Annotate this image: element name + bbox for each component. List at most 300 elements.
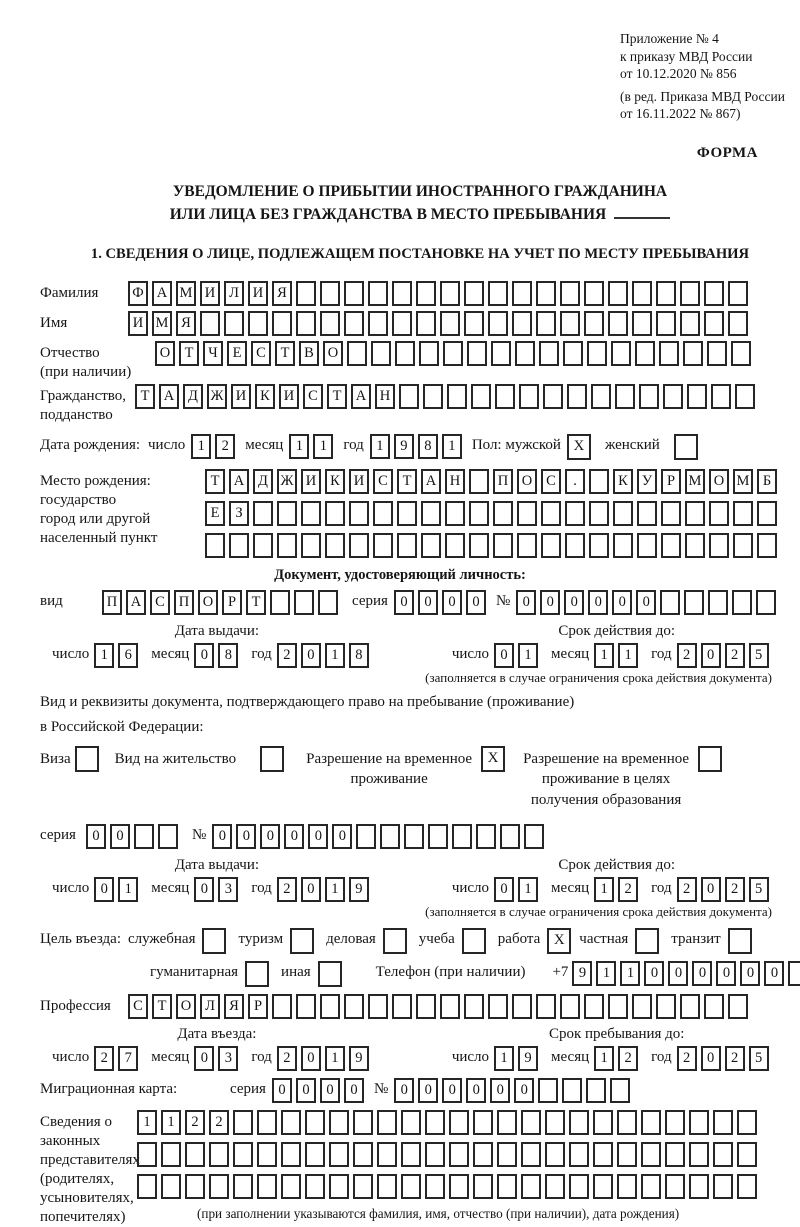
form-cell[interactable] bbox=[325, 501, 345, 526]
form-cell[interactable]: 0 bbox=[212, 824, 232, 849]
form-cell[interactable] bbox=[373, 501, 393, 526]
form-cell[interactable] bbox=[656, 994, 676, 1019]
form-cell[interactable] bbox=[233, 1142, 253, 1167]
form-cell[interactable] bbox=[257, 1110, 277, 1135]
form-cell[interactable]: 1 bbox=[325, 1046, 345, 1071]
form-cell[interactable]: Д bbox=[253, 469, 273, 494]
form-cell[interactable] bbox=[589, 533, 609, 558]
form-cell[interactable]: 0 bbox=[701, 877, 721, 902]
form-cell[interactable] bbox=[467, 341, 487, 366]
form-cell[interactable]: Я bbox=[272, 281, 292, 306]
form-cell[interactable]: Е bbox=[227, 341, 247, 366]
form-cell[interactable] bbox=[320, 311, 340, 336]
form-cell[interactable]: И bbox=[200, 281, 220, 306]
form-cell[interactable] bbox=[488, 281, 508, 306]
form-cell[interactable]: 0 bbox=[320, 1078, 340, 1103]
form-cell[interactable] bbox=[707, 341, 727, 366]
purpose-tourism-checkbox[interactable] bbox=[290, 928, 314, 954]
form-cell[interactable] bbox=[560, 281, 580, 306]
form-cell[interactable] bbox=[397, 501, 417, 526]
form-cell[interactable] bbox=[425, 1110, 445, 1135]
form-cell[interactable] bbox=[344, 281, 364, 306]
form-cell[interactable] bbox=[404, 824, 424, 849]
form-cell[interactable]: В bbox=[299, 341, 319, 366]
form-cell[interactable] bbox=[562, 1078, 582, 1103]
form-cell[interactable] bbox=[296, 281, 316, 306]
form-cell[interactable] bbox=[473, 1142, 493, 1167]
form-cell[interactable]: 2 bbox=[725, 1046, 745, 1071]
form-cell[interactable] bbox=[684, 590, 704, 615]
form-cell[interactable]: 0 bbox=[308, 824, 328, 849]
form-cell[interactable] bbox=[641, 1142, 661, 1167]
form-cell[interactable]: И bbox=[349, 469, 369, 494]
form-cell[interactable] bbox=[425, 1174, 445, 1199]
form-cell[interactable]: 0 bbox=[564, 590, 584, 615]
form-cell[interactable] bbox=[728, 281, 748, 306]
form-cell[interactable]: 1 bbox=[289, 434, 309, 459]
form-cell[interactable] bbox=[401, 1110, 421, 1135]
form-cell[interactable] bbox=[473, 1174, 493, 1199]
form-cell[interactable]: 0 bbox=[588, 590, 608, 615]
form-cell[interactable] bbox=[344, 994, 364, 1019]
form-cell[interactable] bbox=[440, 281, 460, 306]
form-cell[interactable] bbox=[445, 501, 465, 526]
form-cell[interactable]: К bbox=[613, 469, 633, 494]
form-cell[interactable] bbox=[421, 501, 441, 526]
form-cell[interactable] bbox=[277, 501, 297, 526]
form-cell[interactable] bbox=[401, 1174, 421, 1199]
form-cell[interactable]: Ж bbox=[207, 384, 227, 409]
form-cell[interactable] bbox=[685, 501, 705, 526]
form-cell[interactable] bbox=[728, 311, 748, 336]
form-cell[interactable]: М bbox=[733, 469, 753, 494]
form-cell[interactable] bbox=[305, 1142, 325, 1167]
form-cell[interactable] bbox=[665, 1142, 685, 1167]
form-cell[interactable] bbox=[344, 311, 364, 336]
form-cell[interactable]: А bbox=[351, 384, 371, 409]
form-cell[interactable]: 0 bbox=[296, 1078, 316, 1103]
purpose-other-checkbox[interactable] bbox=[318, 961, 342, 987]
form-cell[interactable]: 0 bbox=[236, 824, 256, 849]
form-cell[interactable]: Т bbox=[179, 341, 199, 366]
form-cell[interactable]: 2 bbox=[725, 877, 745, 902]
form-cell[interactable] bbox=[713, 1174, 733, 1199]
form-cell[interactable]: 1 bbox=[594, 643, 614, 668]
form-cell[interactable] bbox=[665, 1110, 685, 1135]
form-cell[interactable] bbox=[589, 469, 609, 494]
form-cell[interactable] bbox=[524, 824, 544, 849]
form-cell[interactable] bbox=[735, 384, 755, 409]
form-cell[interactable]: С bbox=[128, 994, 148, 1019]
form-cell[interactable] bbox=[632, 311, 652, 336]
form-cell[interactable]: 1 bbox=[161, 1110, 181, 1135]
purpose-work-checkbox[interactable]: X bbox=[547, 928, 571, 954]
form-cell[interactable] bbox=[488, 311, 508, 336]
form-cell[interactable]: 0 bbox=[764, 961, 784, 986]
form-cell[interactable]: Д bbox=[183, 384, 203, 409]
form-cell[interactable] bbox=[689, 1142, 709, 1167]
form-cell[interactable] bbox=[224, 311, 244, 336]
form-cell[interactable]: 2 bbox=[725, 643, 745, 668]
form-cell[interactable] bbox=[134, 824, 154, 849]
form-cell[interactable] bbox=[488, 994, 508, 1019]
form-cell[interactable] bbox=[416, 994, 436, 1019]
form-cell[interactable] bbox=[617, 1110, 637, 1135]
form-cell[interactable] bbox=[704, 994, 724, 1019]
form-cell[interactable]: И bbox=[231, 384, 251, 409]
form-cell[interactable]: 0 bbox=[466, 590, 486, 615]
form-cell[interactable] bbox=[608, 994, 628, 1019]
form-cell[interactable] bbox=[395, 341, 415, 366]
form-cell[interactable] bbox=[737, 1174, 757, 1199]
form-cell[interactable] bbox=[708, 590, 728, 615]
form-cell[interactable] bbox=[545, 1174, 565, 1199]
form-cell[interactable] bbox=[521, 1110, 541, 1135]
form-cell[interactable]: Н bbox=[375, 384, 395, 409]
form-cell[interactable]: 1 bbox=[594, 1046, 614, 1071]
form-cell[interactable] bbox=[660, 590, 680, 615]
form-cell[interactable]: 0 bbox=[514, 1078, 534, 1103]
form-cell[interactable] bbox=[320, 994, 340, 1019]
form-cell[interactable] bbox=[685, 533, 705, 558]
form-cell[interactable] bbox=[613, 533, 633, 558]
form-cell[interactable]: Л bbox=[224, 281, 244, 306]
form-cell[interactable] bbox=[757, 501, 777, 526]
form-cell[interactable] bbox=[545, 1142, 565, 1167]
form-cell[interactable] bbox=[318, 590, 338, 615]
form-cell[interactable] bbox=[392, 311, 412, 336]
form-cell[interactable] bbox=[137, 1142, 157, 1167]
form-cell[interactable] bbox=[632, 994, 652, 1019]
form-cell[interactable]: 0 bbox=[194, 877, 214, 902]
form-cell[interactable] bbox=[373, 533, 393, 558]
form-cell[interactable] bbox=[512, 994, 532, 1019]
form-cell[interactable] bbox=[347, 341, 367, 366]
form-cell[interactable]: Т bbox=[327, 384, 347, 409]
form-cell[interactable] bbox=[641, 1174, 661, 1199]
form-cell[interactable]: 0 bbox=[301, 877, 321, 902]
form-cell[interactable]: 1 bbox=[313, 434, 333, 459]
form-cell[interactable] bbox=[329, 1142, 349, 1167]
form-cell[interactable]: 0 bbox=[540, 590, 560, 615]
form-cell[interactable] bbox=[728, 994, 748, 1019]
form-cell[interactable] bbox=[305, 1174, 325, 1199]
form-cell[interactable] bbox=[536, 311, 556, 336]
form-cell[interactable]: 9 bbox=[572, 961, 592, 986]
form-cell[interactable] bbox=[440, 311, 460, 336]
form-cell[interactable] bbox=[757, 533, 777, 558]
form-cell[interactable]: 9 bbox=[394, 434, 414, 459]
form-cell[interactable]: С bbox=[303, 384, 323, 409]
form-cell[interactable] bbox=[517, 533, 537, 558]
female-checkbox[interactable] bbox=[674, 434, 698, 460]
form-cell[interactable] bbox=[281, 1110, 301, 1135]
form-cell[interactable] bbox=[233, 1174, 253, 1199]
form-cell[interactable] bbox=[356, 824, 376, 849]
form-cell[interactable] bbox=[353, 1174, 373, 1199]
form-cell[interactable] bbox=[401, 1142, 421, 1167]
form-cell[interactable]: 1 bbox=[518, 643, 538, 668]
form-cell[interactable] bbox=[368, 311, 388, 336]
form-cell[interactable]: А bbox=[126, 590, 146, 615]
form-cell[interactable] bbox=[473, 1110, 493, 1135]
form-cell[interactable]: 1 bbox=[191, 434, 211, 459]
form-cell[interactable] bbox=[539, 341, 559, 366]
form-cell[interactable] bbox=[329, 1174, 349, 1199]
form-cell[interactable] bbox=[392, 994, 412, 1019]
form-cell[interactable] bbox=[683, 341, 703, 366]
temp-residence-checkbox[interactable]: X bbox=[481, 746, 505, 772]
form-cell[interactable] bbox=[587, 341, 607, 366]
form-cell[interactable]: Н bbox=[445, 469, 465, 494]
form-cell[interactable]: 0 bbox=[394, 590, 414, 615]
form-cell[interactable] bbox=[349, 501, 369, 526]
form-cell[interactable] bbox=[377, 1142, 397, 1167]
form-cell[interactable]: А bbox=[152, 281, 172, 306]
form-cell[interactable] bbox=[471, 384, 491, 409]
form-cell[interactable]: С bbox=[541, 469, 561, 494]
form-cell[interactable] bbox=[449, 1110, 469, 1135]
form-cell[interactable] bbox=[680, 311, 700, 336]
form-cell[interactable] bbox=[497, 1174, 517, 1199]
form-cell[interactable] bbox=[185, 1174, 205, 1199]
form-cell[interactable]: 0 bbox=[301, 643, 321, 668]
form-cell[interactable]: 0 bbox=[86, 824, 106, 849]
form-cell[interactable] bbox=[632, 281, 652, 306]
form-cell[interactable] bbox=[519, 384, 539, 409]
form-cell[interactable] bbox=[569, 1110, 589, 1135]
form-cell[interactable] bbox=[687, 384, 707, 409]
form-cell[interactable]: 0 bbox=[194, 1046, 214, 1071]
form-cell[interactable]: И bbox=[248, 281, 268, 306]
form-cell[interactable] bbox=[731, 341, 751, 366]
form-cell[interactable]: 9 bbox=[349, 877, 369, 902]
form-cell[interactable]: 0 bbox=[344, 1078, 364, 1103]
temp-residence-education-checkbox[interactable] bbox=[698, 746, 722, 772]
form-cell[interactable] bbox=[445, 533, 465, 558]
form-cell[interactable]: 1 bbox=[594, 877, 614, 902]
form-cell[interactable]: П bbox=[102, 590, 122, 615]
form-cell[interactable] bbox=[493, 533, 513, 558]
form-cell[interactable] bbox=[353, 1142, 373, 1167]
form-cell[interactable] bbox=[497, 1142, 517, 1167]
form-cell[interactable]: А bbox=[421, 469, 441, 494]
form-cell[interactable] bbox=[296, 311, 316, 336]
form-cell[interactable] bbox=[713, 1142, 733, 1167]
form-cell[interactable] bbox=[713, 1110, 733, 1135]
form-cell[interactable]: 0 bbox=[644, 961, 664, 986]
form-cell[interactable]: 0 bbox=[442, 590, 462, 615]
form-cell[interactable] bbox=[639, 384, 659, 409]
form-cell[interactable]: 0 bbox=[418, 1078, 438, 1103]
form-cell[interactable] bbox=[353, 1110, 373, 1135]
form-cell[interactable]: 1 bbox=[596, 961, 616, 986]
form-cell[interactable] bbox=[464, 281, 484, 306]
form-cell[interactable] bbox=[421, 533, 441, 558]
form-cell[interactable]: М bbox=[685, 469, 705, 494]
form-cell[interactable]: Е bbox=[205, 501, 225, 526]
purpose-business-checkbox[interactable] bbox=[383, 928, 407, 954]
purpose-official-checkbox[interactable] bbox=[202, 928, 226, 954]
form-cell[interactable]: 2 bbox=[277, 643, 297, 668]
form-cell[interactable] bbox=[593, 1142, 613, 1167]
form-cell[interactable]: 5 bbox=[749, 1046, 769, 1071]
form-cell[interactable] bbox=[637, 501, 657, 526]
form-cell[interactable]: Р bbox=[661, 469, 681, 494]
form-cell[interactable] bbox=[608, 311, 628, 336]
form-cell[interactable] bbox=[521, 1174, 541, 1199]
form-cell[interactable]: 6 bbox=[118, 643, 138, 668]
form-cell[interactable] bbox=[397, 533, 417, 558]
form-cell[interactable] bbox=[567, 384, 587, 409]
form-cell[interactable] bbox=[185, 1142, 205, 1167]
form-cell[interactable] bbox=[452, 824, 472, 849]
form-cell[interactable] bbox=[464, 994, 484, 1019]
form-cell[interactable] bbox=[617, 1142, 637, 1167]
form-cell[interactable] bbox=[469, 533, 489, 558]
form-cell[interactable] bbox=[586, 1078, 606, 1103]
form-cell[interactable] bbox=[661, 501, 681, 526]
form-cell[interactable] bbox=[423, 384, 443, 409]
form-cell[interactable] bbox=[368, 281, 388, 306]
form-cell[interactable] bbox=[656, 311, 676, 336]
form-cell[interactable] bbox=[377, 1174, 397, 1199]
form-cell[interactable]: 0 bbox=[490, 1078, 510, 1103]
form-cell[interactable]: 1 bbox=[618, 643, 638, 668]
form-cell[interactable] bbox=[419, 341, 439, 366]
form-cell[interactable]: 0 bbox=[740, 961, 760, 986]
form-cell[interactable]: Ж bbox=[277, 469, 297, 494]
form-cell[interactable] bbox=[257, 1174, 277, 1199]
form-cell[interactable] bbox=[281, 1142, 301, 1167]
form-cell[interactable] bbox=[301, 533, 321, 558]
form-cell[interactable] bbox=[371, 341, 391, 366]
purpose-humanitarian-checkbox[interactable] bbox=[245, 961, 269, 987]
form-cell[interactable]: О bbox=[709, 469, 729, 494]
form-cell[interactable]: 2 bbox=[277, 877, 297, 902]
form-cell[interactable]: 0 bbox=[466, 1078, 486, 1103]
form-cell[interactable] bbox=[277, 533, 297, 558]
form-cell[interactable]: С bbox=[150, 590, 170, 615]
form-cell[interactable]: 0 bbox=[442, 1078, 462, 1103]
form-cell[interactable]: 1 bbox=[137, 1110, 157, 1135]
form-cell[interactable]: 9 bbox=[349, 1046, 369, 1071]
form-cell[interactable] bbox=[611, 341, 631, 366]
form-cell[interactable]: О bbox=[517, 469, 537, 494]
form-cell[interactable] bbox=[253, 533, 273, 558]
form-cell[interactable] bbox=[449, 1174, 469, 1199]
form-cell[interactable]: Я bbox=[224, 994, 244, 1019]
form-cell[interactable]: Р bbox=[222, 590, 242, 615]
form-cell[interactable] bbox=[209, 1174, 229, 1199]
form-cell[interactable] bbox=[788, 961, 800, 986]
form-cell[interactable] bbox=[637, 533, 657, 558]
form-cell[interactable]: 8 bbox=[418, 434, 438, 459]
form-cell[interactable] bbox=[610, 1078, 630, 1103]
form-cell[interactable] bbox=[613, 501, 633, 526]
form-cell[interactable]: 0 bbox=[668, 961, 688, 986]
form-cell[interactable]: 2 bbox=[618, 877, 638, 902]
form-cell[interactable]: 0 bbox=[716, 961, 736, 986]
purpose-transit-checkbox[interactable] bbox=[728, 928, 752, 954]
form-cell[interactable] bbox=[495, 384, 515, 409]
form-cell[interactable] bbox=[368, 994, 388, 1019]
form-cell[interactable] bbox=[545, 1110, 565, 1135]
form-cell[interactable]: Т bbox=[275, 341, 295, 366]
form-cell[interactable] bbox=[560, 994, 580, 1019]
form-cell[interactable] bbox=[497, 1110, 517, 1135]
form-cell[interactable] bbox=[272, 311, 292, 336]
form-cell[interactable] bbox=[325, 533, 345, 558]
form-cell[interactable] bbox=[447, 384, 467, 409]
form-cell[interactable]: 1 bbox=[118, 877, 138, 902]
form-cell[interactable] bbox=[541, 501, 561, 526]
form-cell[interactable] bbox=[756, 590, 776, 615]
form-cell[interactable] bbox=[464, 311, 484, 336]
purpose-private-checkbox[interactable] bbox=[635, 928, 659, 954]
form-cell[interactable] bbox=[229, 533, 249, 558]
form-cell[interactable]: Я bbox=[176, 311, 196, 336]
form-cell[interactable]: И bbox=[128, 311, 148, 336]
form-cell[interactable] bbox=[584, 311, 604, 336]
form-cell[interactable]: Ч bbox=[203, 341, 223, 366]
form-cell[interactable] bbox=[737, 1110, 757, 1135]
form-cell[interactable]: С bbox=[251, 341, 271, 366]
form-cell[interactable] bbox=[569, 1174, 589, 1199]
form-cell[interactable]: О bbox=[323, 341, 343, 366]
form-cell[interactable] bbox=[656, 281, 676, 306]
form-cell[interactable]: О bbox=[155, 341, 175, 366]
form-cell[interactable] bbox=[733, 533, 753, 558]
form-cell[interactable]: 0 bbox=[94, 877, 114, 902]
form-cell[interactable] bbox=[329, 1110, 349, 1135]
form-cell[interactable]: 8 bbox=[218, 643, 238, 668]
form-cell[interactable] bbox=[709, 533, 729, 558]
form-cell[interactable] bbox=[536, 281, 556, 306]
form-cell[interactable] bbox=[449, 1142, 469, 1167]
form-cell[interactable]: 0 bbox=[418, 590, 438, 615]
form-cell[interactable]: 0 bbox=[284, 824, 304, 849]
form-cell[interactable] bbox=[233, 1110, 253, 1135]
form-cell[interactable] bbox=[296, 994, 316, 1019]
form-cell[interactable] bbox=[281, 1174, 301, 1199]
male-checkbox[interactable]: X bbox=[567, 434, 591, 460]
form-cell[interactable] bbox=[689, 1174, 709, 1199]
form-cell[interactable] bbox=[500, 824, 520, 849]
form-cell[interactable] bbox=[584, 994, 604, 1019]
form-cell[interactable]: П bbox=[493, 469, 513, 494]
form-cell[interactable]: Р bbox=[248, 994, 268, 1019]
form-cell[interactable] bbox=[512, 311, 532, 336]
form-cell[interactable]: 0 bbox=[332, 824, 352, 849]
form-cell[interactable]: 5 bbox=[749, 877, 769, 902]
form-cell[interactable]: К bbox=[255, 384, 275, 409]
form-cell[interactable]: Т bbox=[246, 590, 266, 615]
form-cell[interactable] bbox=[161, 1142, 181, 1167]
purpose-study-checkbox[interactable] bbox=[462, 928, 486, 954]
form-cell[interactable]: Ф bbox=[128, 281, 148, 306]
form-cell[interactable] bbox=[543, 384, 563, 409]
form-cell[interactable]: К bbox=[325, 469, 345, 494]
form-cell[interactable] bbox=[416, 311, 436, 336]
form-cell[interactable]: М bbox=[152, 311, 172, 336]
form-cell[interactable] bbox=[593, 1174, 613, 1199]
form-cell[interactable]: 2 bbox=[185, 1110, 205, 1135]
form-cell[interactable] bbox=[565, 501, 585, 526]
form-cell[interactable]: 8 bbox=[349, 643, 369, 668]
form-cell[interactable]: 7 bbox=[118, 1046, 138, 1071]
visa-checkbox[interactable] bbox=[75, 746, 99, 772]
